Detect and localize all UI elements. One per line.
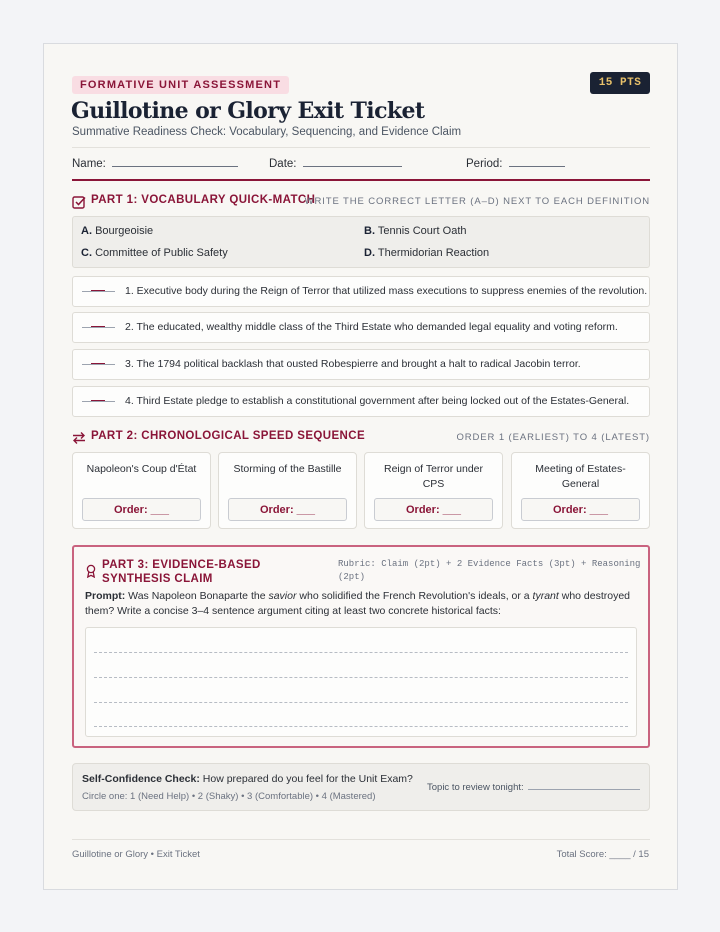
order-blank[interactable]: Order: ___	[82, 498, 201, 521]
word-bank	[72, 216, 650, 268]
footer-divider	[72, 839, 650, 840]
date-blank[interactable]	[303, 166, 402, 167]
sequence-card	[72, 452, 211, 529]
part3-rubric: Rubric: Claim (2pt) + 2 Evidence Facts (3pt) + Reasoning (2pt)	[338, 559, 641, 582]
worksheet-page	[43, 43, 678, 890]
period-label: Period:	[466, 158, 503, 170]
part3-prompt: Prompt: Was Napoleon Bonaparte the savior who solidified the French Revolution's ideals, or a tyrant who destroyed them? Write a concise 3–4 sentence argument citing at least two concrete historical facts:	[85, 590, 631, 617]
question-text: 2. The educated, wealthy middle class of the Third Estate who demanded legal equality and voting reform.	[125, 321, 618, 333]
answer-blank[interactable]	[82, 364, 115, 365]
page-subtitle: Summative Readiness Check: Vocabulary, Sequencing, and Evidence Claim	[72, 126, 462, 138]
part2-heading: PART 2: CHRONOLOGICAL SPEED SEQUENCE	[91, 430, 366, 442]
bank-item-b: B. Tennis Court Oath	[364, 225, 467, 237]
vocab-question-row	[72, 312, 650, 343]
page-title: Guillotine or Glory Exit Ticket	[71, 98, 425, 124]
prompt-label: Prompt:	[85, 590, 126, 602]
footer-left: Guillotine or Glory • Exit Ticket	[72, 849, 200, 860]
part2-header	[72, 430, 650, 446]
question-text: 4. Third Estate pledge to establish a constitutional government after being locked out of the Estates-General.	[125, 395, 630, 407]
bank-item-d: D. Thermidorian Reaction	[364, 247, 490, 259]
review-topic-field[interactable]	[427, 782, 640, 793]
name-field[interactable]	[72, 154, 238, 172]
divider	[72, 147, 650, 148]
response-area[interactable]	[85, 627, 637, 737]
answer-blank[interactable]	[82, 291, 115, 292]
part2-instructions: ORDER 1 (EARLIEST) TO 4 (LATEST)	[456, 432, 650, 443]
part3-heading: PART 3: EVIDENCE-BASED SYNTHESIS CLAIM	[102, 559, 261, 585]
prompt-emphasis-savior: savior	[268, 590, 297, 602]
synthesis-section	[72, 545, 650, 748]
sequence-card	[218, 452, 357, 529]
confidence-scale[interactable]: Circle one: 1 (Need Help) • 2 (Shaky) • 3 (Comfortable) • 4 (Mastered)	[82, 791, 376, 802]
sequence-card	[511, 452, 650, 529]
confidence-question: Self-Confidence Check: How prepared do you feel for the Unit Exam?	[82, 773, 413, 785]
review-topic-blank[interactable]	[528, 789, 640, 790]
period-blank[interactable]	[509, 166, 565, 167]
vocab-question-row	[72, 276, 650, 307]
bank-item-c: C. Committee of Public Safety	[81, 247, 228, 259]
name-blank[interactable]	[112, 166, 238, 167]
vocab-question-row	[72, 386, 650, 417]
event-label: Napoleon's Coup d'État	[86, 463, 197, 475]
sequence-card	[364, 452, 503, 529]
event-label: Meeting of Estates-General	[535, 463, 626, 490]
confidence-label: Self-Confidence Check:	[82, 773, 200, 785]
event-label: Reign of Terror under CPS	[383, 463, 484, 490]
order-blank[interactable]: Order: ___	[228, 498, 347, 521]
vocab-question-row	[72, 349, 650, 380]
points-badge: 15 PTS	[590, 72, 650, 94]
assessment-type-badge: FORMATIVE UNIT ASSESSMENT	[72, 76, 289, 94]
question-text: 1. Executive body during the Reign of Terror that utilized mass executions to suppress enemies of the revolution.	[125, 285, 648, 297]
part1-header	[72, 194, 650, 210]
checkbox-icon	[72, 195, 86, 209]
period-field[interactable]	[466, 154, 565, 172]
question-text: 3. The 1794 political backlash that ousted Robespierre and brought a halt to radical Jacobin terror.	[125, 358, 581, 370]
part1-heading: PART 1: VOCABULARY QUICK-MATCH	[91, 194, 316, 206]
self-confidence-box	[72, 763, 650, 811]
award-ribbon-icon	[84, 564, 98, 578]
part1-instructions: WRITE THE CORRECT LETTER (A–D) NEXT TO EACH DEFINITION	[304, 196, 650, 207]
review-topic-label: Topic to review tonight:	[427, 782, 524, 793]
event-label: Storming of the Bastille	[233, 463, 342, 475]
date-label: Date:	[269, 158, 297, 170]
order-blank[interactable]: Order: ___	[374, 498, 493, 521]
name-label: Name:	[72, 158, 106, 170]
date-field[interactable]	[269, 154, 402, 172]
swap-arrows-icon	[72, 431, 86, 445]
total-score: Total Score: ____ / 15	[556, 849, 649, 860]
header-rule	[72, 179, 650, 181]
prompt-emphasis-tyrant: tyrant	[532, 590, 559, 602]
order-blank[interactable]: Order: ___	[521, 498, 640, 521]
answer-blank[interactable]	[82, 401, 115, 402]
bank-item-a: A. Bourgeoisie	[81, 225, 154, 237]
answer-blank[interactable]	[82, 327, 115, 328]
